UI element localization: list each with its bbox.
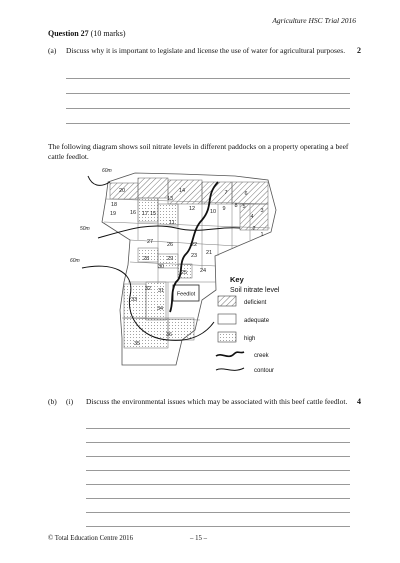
svg-text:5: 5 <box>242 204 246 210</box>
svg-text:16: 16 <box>129 210 137 216</box>
answer-line[interactable] <box>86 484 350 485</box>
svg-text:32: 32 <box>144 286 152 292</box>
feedlot-label: Feedlot <box>176 291 196 298</box>
svg-text:24: 24 <box>199 268 207 274</box>
svg-text:10: 10 <box>209 209 217 215</box>
svg-text:13: 13 <box>166 196 174 202</box>
answer-line[interactable] <box>86 498 350 499</box>
answer-line[interactable] <box>86 456 350 457</box>
svg-text:27: 27 <box>146 239 154 245</box>
answer-line[interactable] <box>86 428 350 429</box>
header-subject: Agriculture HSC Trial 2016 <box>272 16 356 25</box>
question-marks: (10 marks) <box>90 29 126 38</box>
key-subtitle: Soil nitrate level <box>230 287 280 294</box>
contour-label: 60m <box>70 258 80 264</box>
svg-text:9: 9 <box>222 206 226 212</box>
svg-text:11: 11 <box>169 220 175 226</box>
page-number: – 15 – <box>190 535 207 542</box>
part-b-label: (b) <box>48 397 57 406</box>
svg-text:30: 30 <box>157 264 165 270</box>
part-a-question: Discuss why it is important to legislate and license the use of water for agricultural purposes. <box>66 46 346 55</box>
svg-text:26: 26 <box>166 242 174 248</box>
footer-copyright: © Total Education Centre 2016 <box>48 535 133 542</box>
svg-text:17: 17 <box>141 211 149 217</box>
key-deficient-label: deficient <box>244 300 267 306</box>
answer-line[interactable] <box>86 470 350 471</box>
svg-text:8: 8 <box>234 203 238 209</box>
svg-text:3: 3 <box>260 208 264 214</box>
question-number: Question 27 <box>48 29 89 38</box>
key-adequate-label: adequate <box>244 318 270 324</box>
answer-line[interactable] <box>86 442 350 443</box>
diagram-intro: The following diagram shows soil nitrate levels in different paddocks on a property operating a beef cattle feedlot. <box>48 142 349 161</box>
svg-text:33: 33 <box>130 297 138 303</box>
key-high-label: high <box>244 336 256 342</box>
key-title: Key <box>230 275 244 284</box>
svg-text:36: 36 <box>165 332 173 338</box>
answer-line[interactable] <box>86 526 350 527</box>
svg-text:7: 7 <box>224 190 228 196</box>
svg-text:20: 20 <box>118 188 126 194</box>
svg-text:2: 2 <box>252 226 256 232</box>
svg-text:18: 18 <box>110 202 118 208</box>
answer-line[interactable] <box>86 512 350 513</box>
svg-text:35: 35 <box>133 341 141 347</box>
map-key <box>216 275 280 374</box>
contour-label: 60m <box>102 168 112 174</box>
svg-text:22: 22 <box>190 242 198 248</box>
svg-text:4: 4 <box>250 214 254 220</box>
svg-text:12: 12 <box>188 206 196 212</box>
svg-text:14: 14 <box>178 188 186 194</box>
svg-text:29: 29 <box>166 256 174 262</box>
part-b-sub-label: (i) <box>66 397 74 406</box>
contour-label: 50m <box>80 226 90 232</box>
part-b-question: Discuss the environmental issues which may be associated with this beef cattle feedlot. <box>86 397 348 406</box>
svg-text:25: 25 <box>180 270 188 276</box>
svg-text:1: 1 <box>260 232 264 238</box>
svg-text:23: 23 <box>190 253 198 259</box>
key-contour-label: contour <box>254 368 275 374</box>
part-a-label: (a) <box>48 46 57 55</box>
svg-text:19: 19 <box>109 211 117 217</box>
svg-text:31: 31 <box>157 288 165 294</box>
svg-text:34: 34 <box>156 306 164 312</box>
svg-text:15: 15 <box>149 211 157 217</box>
svg-text:6: 6 <box>244 191 248 197</box>
svg-text:28: 28 <box>142 256 150 262</box>
key-creek-label: creek <box>254 353 269 359</box>
part-a-marks: 2 <box>357 46 361 55</box>
svg-text:21: 21 <box>205 250 213 256</box>
part-b-marks: 4 <box>357 397 361 406</box>
